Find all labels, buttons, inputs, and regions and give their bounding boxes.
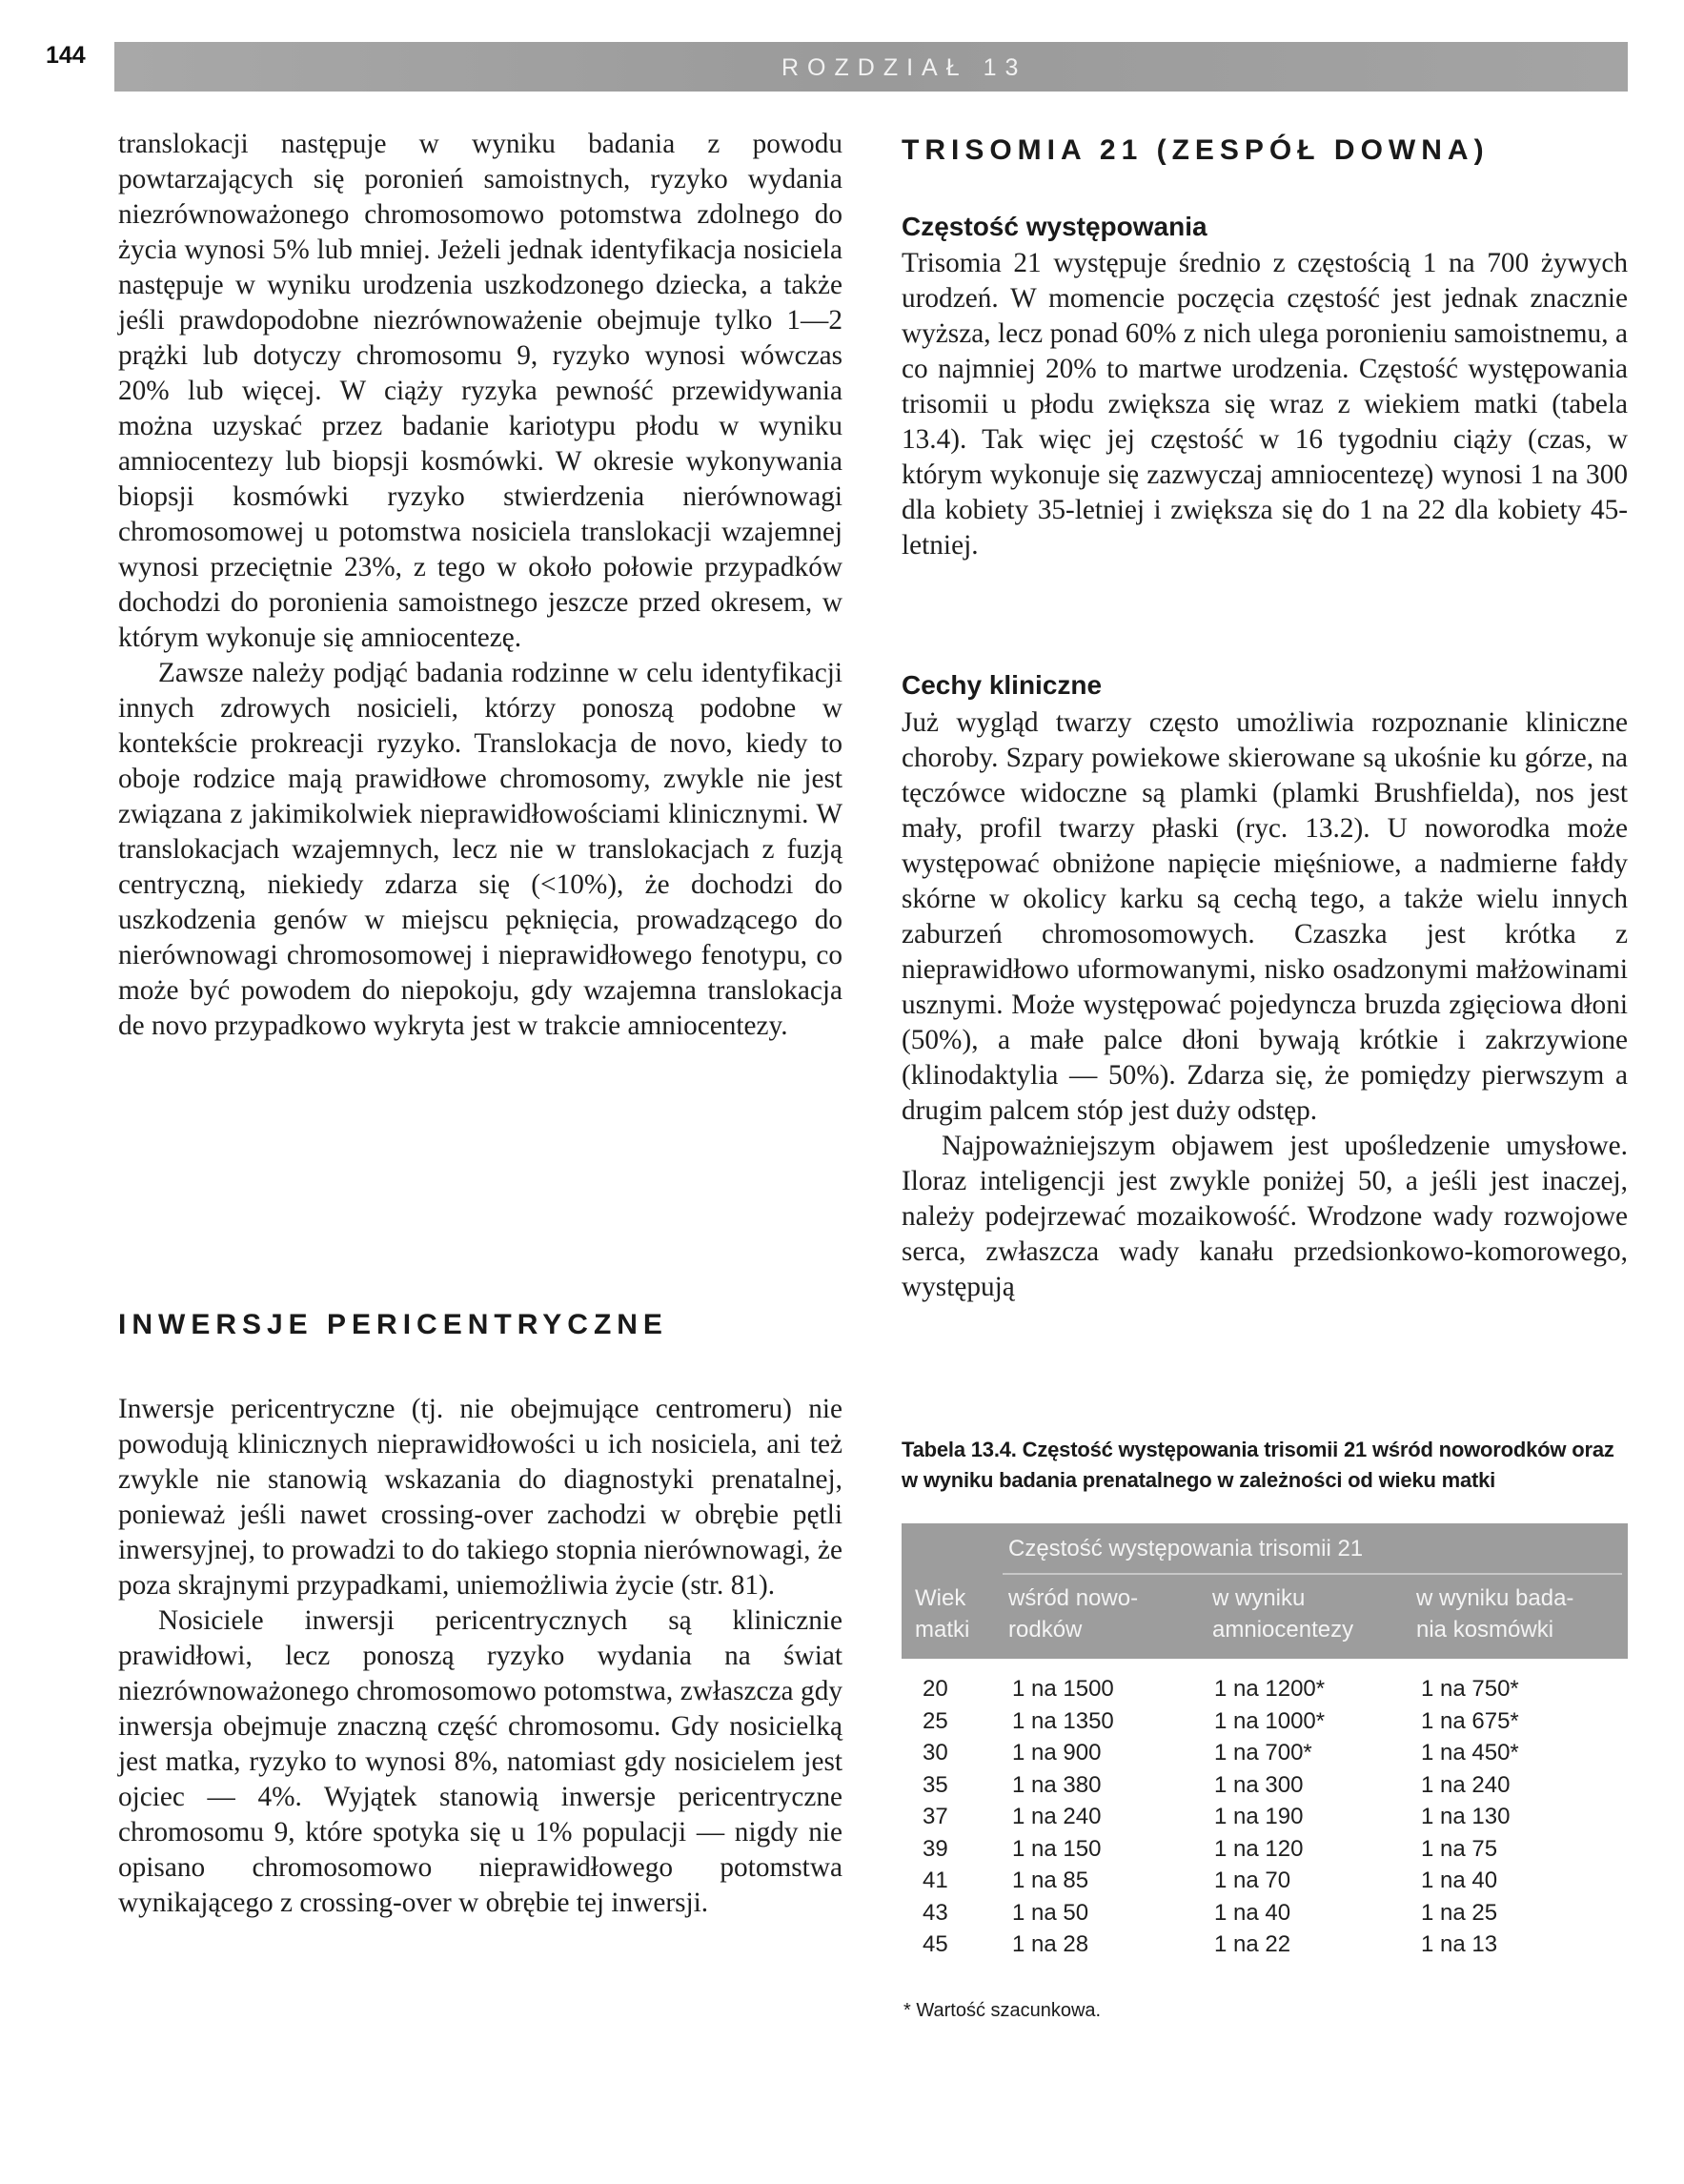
cell-age: 20 [923, 1676, 948, 1702]
section-title-trisomy: TRISOMIA 21 (ZESPÓŁ DOWNA) [902, 134, 1490, 166]
cell-age: 39 [923, 1835, 948, 1862]
cell-newborn: 1 na 1500 [1012, 1676, 1114, 1702]
table-caption-label: Tabela 13.4. [902, 1438, 1017, 1461]
cell-newborn: 1 na 28 [1012, 1931, 1089, 1957]
cell-amnio: 1 na 190 [1214, 1804, 1304, 1829]
cell-age: 45 [923, 1931, 948, 1957]
subsection-title-incidence: Częstość występowania [902, 212, 1207, 241]
cell-newborn: 1 na 85 [1012, 1868, 1089, 1893]
cell-cvs: 1 na 25 [1421, 1899, 1498, 1926]
cell-age: 25 [923, 1707, 948, 1734]
header-amnio-line2: amniocentezy [1212, 1617, 1354, 1643]
header-amnio-line1: w wyniku [1212, 1585, 1306, 1611]
cell-amnio: 1 na 1200* [1214, 1676, 1326, 1702]
cell-amnio: 1 na 70 [1214, 1868, 1291, 1893]
header-cvs-line2: nia kosmówki [1416, 1617, 1554, 1643]
chapter-title: ROZDZIAŁ 13 [781, 54, 1027, 81]
page-number: 144 [46, 42, 86, 69]
left-column-text [118, 127, 842, 1044]
paragraph: Nosiciele inwersji pericentrycznych są klinicznie prawidłowi, lecz ponoszą ryzyko wydania na świat niezrównoważonego chromosomowo potomstwa, zwłaszcza gdy inwersja obejmuje znaczną część chromosomu. Gdy nosicielką jest matka, ryzyko to wynosi 8%, natomiast gdy nosicielem jest ojciec — 4%. Wyjątek stanowią inwersje pericentryczne chromosomu 9, które spotyka się u 1% populacji — nigdy nie opisano chromosomowo nieprawidłowego potomstwa wynikającego z crossing-over w obrębie tej inwersji. [118, 1605, 842, 1918]
table-body [902, 1673, 1628, 1961]
cell-newborn: 1 na 240 [1012, 1804, 1102, 1829]
cell-age: 37 [923, 1804, 948, 1829]
header-newborn-line2: rodków [1008, 1617, 1083, 1643]
cell-newborn: 1 na 1350 [1012, 1707, 1114, 1734]
table-row [902, 1737, 1628, 1769]
table-row [902, 1769, 1628, 1802]
section-title-inversions: INWERSJE PERICENTRYCZNE [118, 1309, 668, 1340]
table-row [902, 1897, 1628, 1929]
cell-newborn: 1 na 380 [1012, 1771, 1102, 1798]
cell-cvs: 1 na 240 [1421, 1771, 1511, 1798]
table-row [902, 1801, 1628, 1833]
cell-age: 35 [923, 1771, 948, 1798]
cell-amnio: 1 na 700* [1214, 1740, 1312, 1766]
paragraph: translokacji następuje w wyniku badania z powodu powtarzających się poronień samoistnych, ryzyko wydania niezrównoważonego chromosomowo potomstwa zdolnego do życia wynosi 5% lub mniej. Jeżeli jednak identyfikacja nosiciela następuje w wyniku urodzenia uszkodzonego dziecka, a także jeśli prawdopodobne niezrównoważenie obejmuje tylko 1—2 prążki lub dotyczy chromosomu 9, ryzyko wynosi wówczas 20% lub więcej. W ciąży ryzyka pewność przewidywania można uzyskać przez badanie kariotypu płodu w wyniku amniocentezy lub biopsji kosmówki. W okresie wykonywania biopsji kosmówki ryzyko stwierdzenia nierównowagi chromosomowej u potomstwa nosiciela translokacji wzajemnej wynosi przeciętnie 23%, z tego w około połowie przypadków dochodzi do poronienia samoistnego jeszcze przed okresem, w którym wykonuje się amniocentezę. [118, 129, 842, 653]
header-age-line1: Wiek [915, 1585, 966, 1611]
paragraph: Zawsze należy podjąć badania rodzinne w celu identyfikacji innych zdrowych nosicieli, którzy ponoszą podobne w kontekście prokreacji ryzyko. Translokacja de novo, kiedy to oboje rodzice mają prawidłowe chromosomy, zwykle nie jest związana z jakimikolwiek nieprawidłowościami klinicznymi. W translokacjach wzajemnych, lecz nie w translokacjach z fuzją centryczną, niekiedy zdarza się (<10%), że dochodzi do uszkodzenia genów w miejscu pęknięcia, prowadzącego do nierównowagi chromosomowej i nieprawidłowego fenotypu, co może być powodem do niepokoju, gdy wzajemna translokacja de novo przypadkowo wykryta jest w trakcie amniocentezy. [118, 658, 842, 1041]
subsection-title-clinical: Cechy kliniczne [902, 670, 1103, 700]
cell-newborn: 1 na 150 [1012, 1835, 1102, 1862]
table-caption-text: Częstość występowania trisomii 21 wśród noworodków oraz w wyniku badania prenatalnego w zależności od wieku matki [902, 1438, 1614, 1492]
cell-newborn: 1 na 900 [1012, 1740, 1102, 1766]
table-row [902, 1673, 1628, 1705]
header-newborn-line1: wśród nowo- [1008, 1585, 1139, 1611]
cell-cvs: 1 na 75 [1421, 1835, 1498, 1862]
clinical-text [902, 705, 1628, 1305]
cell-amnio: 1 na 22 [1214, 1931, 1291, 1957]
cell-amnio: 1 na 1000* [1214, 1707, 1326, 1734]
paragraph: Inwersje pericentryczne (tj. nie obejmujące centromeru) nie powodują klinicznych nieprawidłowości u ich nosiciela, ani też zwykle nie stanowią wskazania do diagnostyki prenatalnej, ponieważ jeśli nawet crossing-over zachodzi w obrębie pętli inwersyjnej, to prowadzi to do takiego stopnia nierównowagi, że poza skrajnymi przypadkami, uniemożliwia życie (str. 81). [118, 1394, 842, 1601]
cell-amnio: 1 na 40 [1214, 1899, 1291, 1926]
cell-age: 30 [923, 1740, 948, 1766]
paragraph: Trisomia 21 występuje średnio z częstością 1 na 700 żywych urodzeń. W momencie poczęcia częstość jest jednak znacznie wyższa, lecz ponad 60% z nich ulega poronieniu samoistnemu, a co najmniej 20% to martwe urodzenia. Częstość występowania trisomii u płodu zwiększa się wraz z wiekiem matki (tabela 13.4). Tak więc jej częstość w 16 tygodniu ciąży (czas, w którym wykonuje się zazwyczaj amniocentezę) wynosi 1 na 300 dla kobiety 35-letniej i zwiększa się do 1 na 22 dla kobiety 45-letniej. [902, 248, 1628, 561]
paragraph: Najpoważniejszym objawem jest upośledzenie umysłowe. Iloraz inteligencji jest zwykle poniżej 50, a jeśli jest inaczej, należy podejrzewać mozaikowość. Wrodzone wady rozwojowe serca, zwłaszcza wady kanału przedsionkowo-komorowego, występują [902, 1131, 1628, 1302]
cell-cvs: 1 na 450* [1421, 1740, 1519, 1766]
paragraph: Już wygląd twarzy często umożliwia rozpoznanie kliniczne choroby. Szpary powiekowe skierowane są ukośnie ku górze, na tęczówce widoczne są plamki (plamki Brushfielda), nos jest mały, profil twarzy płaski (ryc. 13.2). U noworodka może występować obniżone napięcie mięśniowe, a nadmierne fałdy skórne w okolicy karku są cechą tego, a także wielu innych zaburzeń chromosomowych. Czaszka jest krótka z nieprawidłowo uformowanymi, nisko osadzonymi małżowinami usznymi. Może występować pojedyncza bruzda zgięciowa dłoni (50%), a małe palce dłoni bywają krótkie i zakrzywione (klinodaktylia — 50%). Zdarza się, że pomiędzy pierwszym a drugim palcem stóp jest duży odstęp. [902, 707, 1628, 1126]
table-caption [902, 1435, 1635, 1496]
table-row [902, 1705, 1628, 1738]
table-footnote: * Wartość szacunkowa. [903, 2000, 1102, 2021]
table-group-header: Częstość występowania trisomii 21 [1008, 1536, 1364, 1561]
cell-age: 41 [923, 1868, 948, 1893]
cell-amnio: 1 na 120 [1214, 1835, 1304, 1862]
cell-amnio: 1 na 300 [1214, 1771, 1304, 1798]
cell-newborn: 1 na 50 [1012, 1899, 1089, 1926]
cell-age: 43 [923, 1899, 948, 1926]
table-header-rule [1003, 1573, 1622, 1575]
header-age-line2: matki [915, 1617, 970, 1643]
cell-cvs: 1 na 675* [1421, 1707, 1519, 1734]
table-row [902, 1833, 1628, 1866]
table-row [902, 1929, 1628, 1961]
cell-cvs: 1 na 750* [1421, 1676, 1519, 1702]
cell-cvs: 1 na 40 [1421, 1868, 1498, 1893]
cell-cvs: 1 na 130 [1421, 1804, 1511, 1829]
incidence-text [902, 246, 1628, 563]
table-header [902, 1523, 1628, 1659]
inversions-text [118, 1392, 842, 1921]
cell-cvs: 1 na 13 [1421, 1931, 1498, 1957]
header-cvs-line1: w wyniku bada- [1416, 1585, 1574, 1611]
table-row [902, 1865, 1628, 1897]
